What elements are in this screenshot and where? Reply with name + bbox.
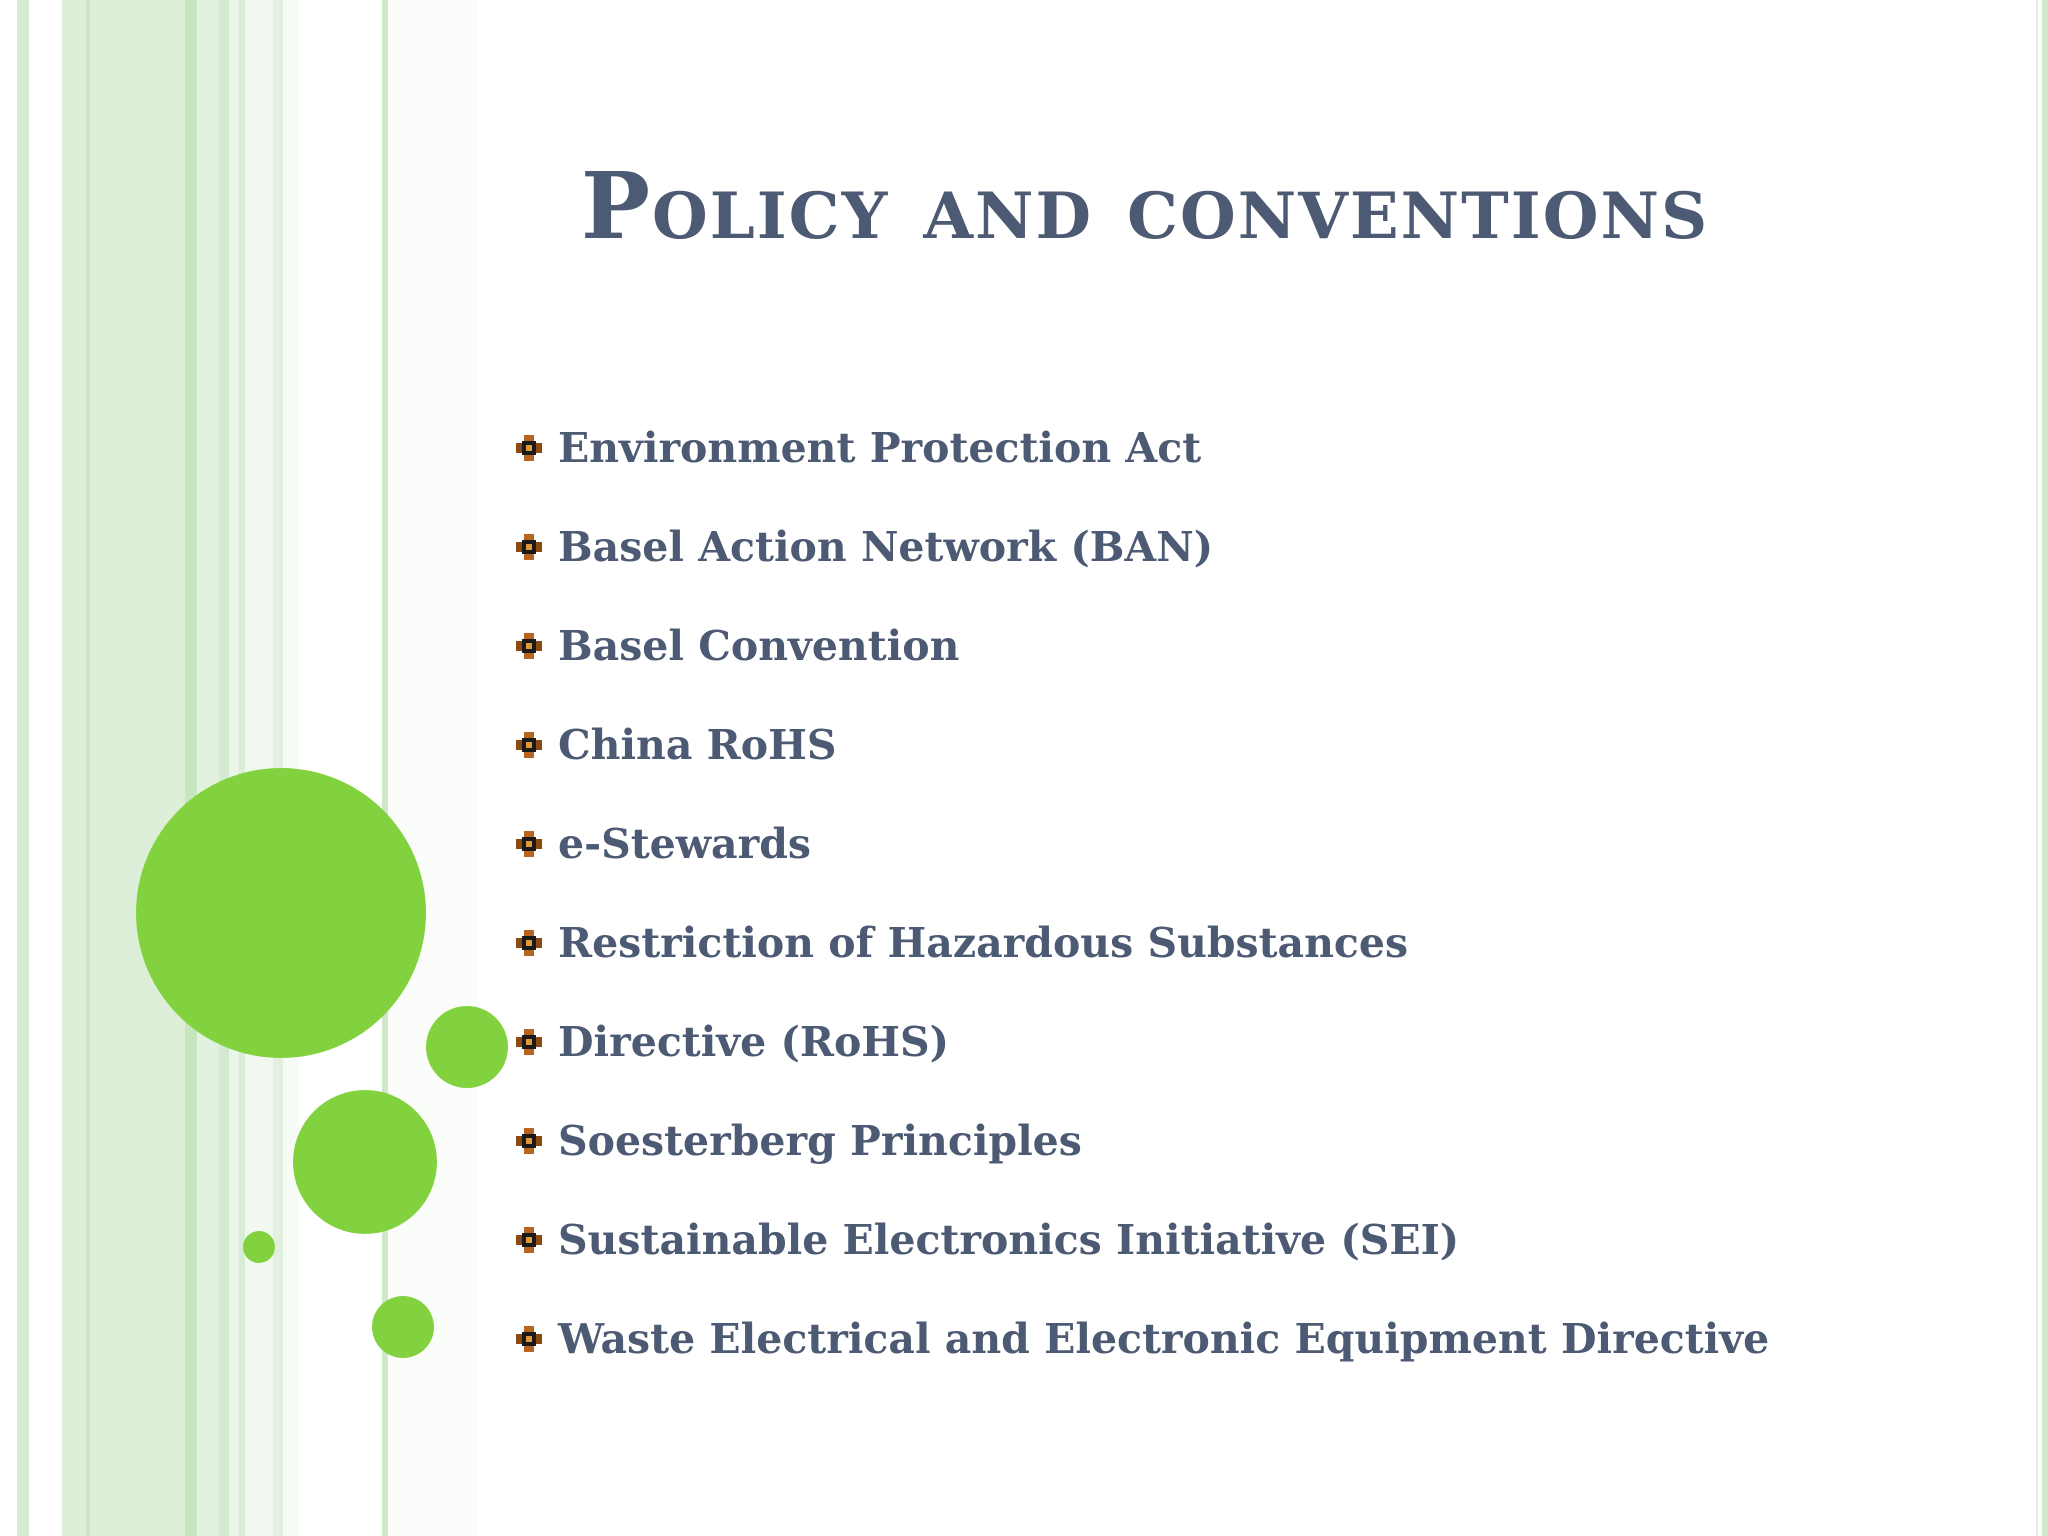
list-item [516, 794, 1769, 893]
slide-title: Policy and conventions [580, 152, 1710, 260]
orange-cross-bullet-icon [516, 1227, 542, 1253]
stripe [62, 0, 187, 1536]
list-item [516, 596, 1769, 695]
stripe [185, 0, 197, 1536]
green-circle [426, 1006, 508, 1088]
orange-cross-bullet-icon [516, 1128, 542, 1154]
stripe [17, 0, 29, 1536]
orange-cross-bullet-icon [516, 534, 542, 560]
orange-cross-bullet-icon [516, 831, 542, 857]
orange-cross-bullet-icon [516, 1326, 542, 1352]
list-item [516, 398, 1769, 497]
list-item [516, 695, 1769, 794]
list-item [516, 1190, 1769, 1289]
list-item-label: Restriction of Hazardous Substances [558, 918, 1409, 967]
list-item-label: e-Stewards [558, 819, 811, 868]
green-circle [372, 1296, 434, 1358]
list-item-label: Waste Electrical and Electronic Equipment Directive [558, 1314, 1770, 1363]
list-item-label: Basel Convention [558, 621, 960, 670]
orange-cross-bullet-icon [516, 732, 542, 758]
list-item [516, 893, 1769, 992]
stripe [219, 0, 229, 1536]
green-circle [136, 768, 426, 1058]
stripe [229, 0, 239, 1536]
list-item-label: Sustainable Electronics Initiative (SEI) [558, 1215, 1460, 1264]
list-item-label: China RoHS [558, 720, 837, 769]
list-item-label: Basel Action Network (BAN) [558, 522, 1214, 571]
list-item-label: Environment Protection Act [558, 423, 1202, 472]
orange-cross-bullet-icon [516, 930, 542, 956]
bullet-list [516, 398, 1769, 1388]
list-item-label: Soesterberg Principles [558, 1116, 1082, 1165]
stripe [86, 0, 90, 1536]
list-item [516, 1091, 1769, 1190]
green-circle [293, 1090, 437, 1234]
stripe [197, 0, 219, 1536]
orange-cross-bullet-icon [516, 1029, 542, 1055]
list-item-label: Directive (RoHS) [558, 1017, 950, 1066]
list-item [516, 497, 1769, 596]
right-border [2036, 0, 2038, 1536]
list-item [516, 992, 1769, 1091]
list-item [516, 1289, 1769, 1388]
orange-cross-bullet-icon [516, 633, 542, 659]
green-circle [243, 1231, 275, 1263]
orange-cross-bullet-icon [516, 435, 542, 461]
right-border [2042, 0, 2048, 1536]
